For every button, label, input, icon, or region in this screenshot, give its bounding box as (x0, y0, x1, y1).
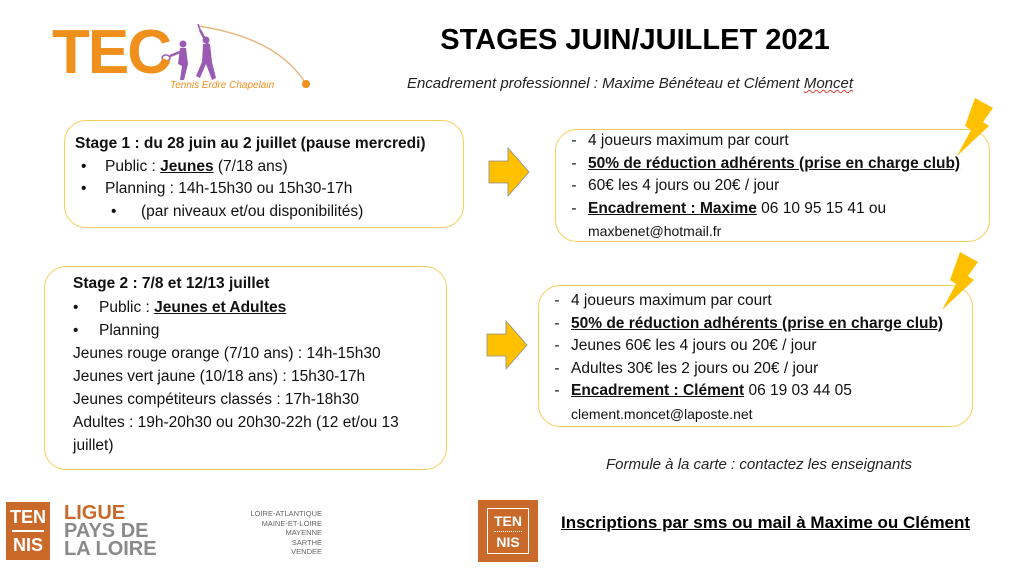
stage2-public (73, 296, 436, 319)
bullet-icon: • (111, 202, 117, 220)
subtitle-name: Moncet (803, 75, 854, 92)
public-note: (7/18 ans) (213, 157, 288, 175)
logo-divider (494, 531, 522, 532)
stage1-public (75, 156, 453, 179)
bullet-icon: • (73, 321, 79, 339)
schedule-row: Jeunes vert jaune (10/18 ans) : 15h30-17h (73, 367, 366, 385)
logo-bottom-text: NIS (496, 533, 520, 550)
department: LOIRE-ATLANTIQUE (250, 509, 322, 518)
logo-bottom-text: NIS (12, 534, 43, 555)
page-subtitle (360, 75, 900, 92)
stage1-box (64, 120, 464, 228)
logo-divider (12, 530, 44, 532)
info-item (560, 130, 979, 153)
department: MAYENNE (285, 528, 322, 537)
schedule-row: Jeunes rouge orange (7/10 ans) : 14h-15h30 (73, 344, 381, 362)
price-text: Adultes 30€ les 2 jours ou 20€ / jour (571, 359, 819, 377)
schedule-row: juillet) (73, 436, 114, 454)
bullet-icon: • (73, 298, 79, 316)
info-contact (543, 380, 962, 403)
fft-tennis-logo (478, 500, 538, 562)
dash-icon: - (554, 314, 560, 332)
tec-letters: TEC (52, 18, 170, 87)
arrow-right-icon (488, 147, 530, 197)
public-value: Jeunes (160, 157, 214, 175)
dash-icon: - (554, 382, 560, 399)
public-label: Public : (105, 157, 161, 175)
arrow-right-icon (486, 320, 528, 370)
planning-note: (par niveaux et/ou disponibilités) (141, 202, 364, 220)
dash-icon: - (554, 359, 560, 377)
stage1-planning-note (75, 201, 453, 224)
dash-icon: - (571, 199, 577, 217)
dash-icon: - (571, 177, 577, 194)
contact-phone: 06 19 03 44 05 (744, 382, 852, 399)
stage1-heading: Stage 1 : du 28 juin au 2 juillet (pause mercredi) (75, 135, 426, 152)
planning-text: Planning : 14h-15h30 ou 15h30-17h (105, 180, 353, 197)
ligue-name (64, 504, 157, 558)
info-contact (560, 198, 979, 221)
stage2-box (44, 266, 447, 470)
contact-label: Encadrement : Clément (571, 382, 745, 399)
contact-phone: 06 10 95 15 41 ou (756, 199, 887, 217)
contact-email: clement.moncet@laposte.net (571, 405, 753, 422)
planning-text: Planning (99, 321, 160, 339)
dash-icon: - (554, 337, 560, 354)
contact-email: maxbenet@hotmail.fr (588, 223, 722, 239)
info-item (543, 335, 962, 358)
stage2-heading: Stage 2 : 7/8 et 12/13 juillet (73, 275, 270, 292)
bullet-icon: • (81, 157, 87, 175)
ligue-line: LIGUE (64, 502, 126, 524)
info-text: 4 joueurs maximum par court (571, 292, 772, 309)
discount-text: 50% de réduction adhérents (prise en charge club) (588, 154, 961, 172)
inscriptions-note: Inscriptions par sms ou mail à Maxime ou Clément (561, 513, 971, 532)
info-item (543, 313, 962, 336)
lightning-bolt-icon (945, 96, 999, 158)
info-item (560, 153, 979, 176)
stage1-planning (75, 178, 453, 201)
ligue-line: LA LOIRE (64, 538, 157, 560)
lightning-bolt-icon (930, 250, 984, 312)
logo-top-text: TEN (10, 507, 46, 528)
bullet-icon: • (81, 180, 87, 197)
formule-note: Formule à la carte : contactez les enseignants (606, 456, 912, 473)
contact-label: Encadrement : Maxime (588, 199, 757, 217)
tec-club-logo (48, 18, 318, 96)
dash-icon: - (571, 132, 577, 149)
price-text: Jeunes 60€ les 4 jours ou 20€ / jour (571, 337, 817, 354)
subtitle-text: Encadrement professionnel : Maxime Bénéteau et Clément (406, 75, 804, 92)
page-title: STAGES JUIN/JUILLET 2021 (440, 24, 830, 56)
ligue-line: PAYS DE (64, 520, 149, 542)
tec-tagline: Tennis Erdre Chapelain (170, 80, 275, 91)
schedule-row: Jeunes compétiteurs classés : 17h-18h30 (73, 390, 360, 408)
schedule-row: Adultes : 19h-20h30 ou 20h30-22h (12 et/ou 13 (73, 413, 399, 431)
department: MAINE-ET-LOIRE (261, 518, 322, 528)
discount-text: 50% de réduction adhérents (prise en charge club) (571, 314, 944, 332)
public-label: Public : (99, 298, 155, 316)
department: VENDEE (291, 547, 322, 556)
stage2-planning (73, 319, 436, 342)
info-item (560, 175, 979, 198)
info-item (543, 358, 962, 381)
logo-top-text: TEN (494, 512, 522, 529)
ligue-tennis-logo (6, 502, 50, 560)
info-item (543, 290, 962, 313)
dash-icon: - (554, 292, 560, 309)
fft-logo-frame (487, 508, 529, 554)
info-text: 4 joueurs maximum par court (588, 132, 789, 149)
stage1-info-box (555, 129, 990, 242)
stage2-info-box (538, 285, 973, 427)
departments-list (228, 509, 322, 557)
price-text: 60€ les 4 jours ou 20€ / jour (588, 177, 780, 194)
public-value: Jeunes et Adultes (154, 298, 287, 316)
department: SARTHE (291, 537, 322, 547)
dash-icon: - (571, 154, 577, 172)
